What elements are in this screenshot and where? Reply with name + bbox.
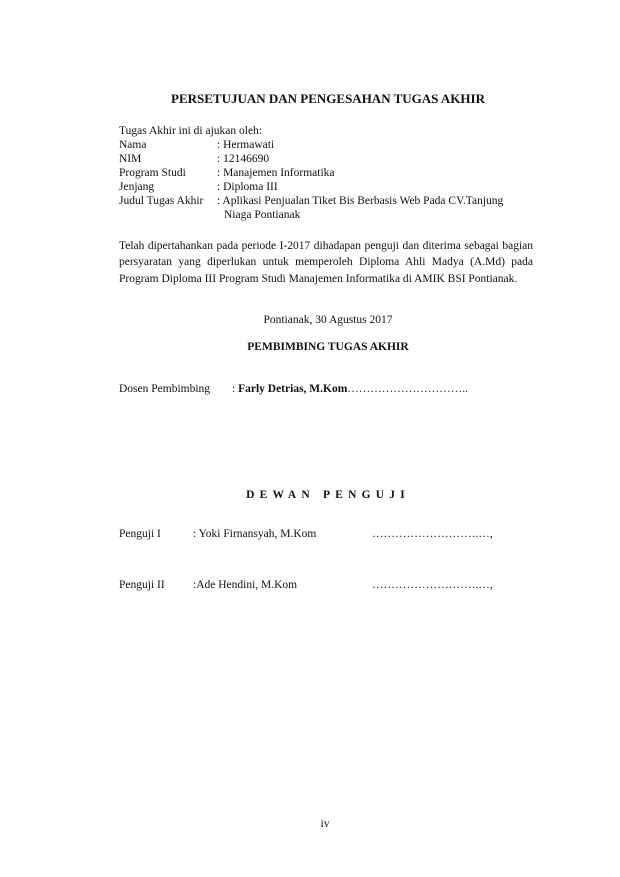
penguji-1-label: Penguji I	[119, 528, 161, 540]
label-program-studi: Program Studi	[119, 167, 186, 179]
penguji-2-label: Penguji II	[119, 579, 165, 591]
place-date: Pontianak, 30 Agustus 2017	[263, 314, 393, 326]
dosen-colon: :	[232, 383, 239, 395]
value-nama: : Hermawati	[217, 139, 275, 151]
penguji-1-dots: ……………………….…,	[372, 528, 493, 540]
label-jenjang: Jenjang	[119, 181, 155, 193]
page-title: PERSETUJUAN DAN PENGESAHAN TUGAS AKHIR	[171, 91, 485, 106]
dosen-label: Dosen Pembimbing	[119, 383, 211, 395]
value-judul-continued: Niaga Pontianak	[224, 209, 301, 221]
label-nim: NIM	[119, 153, 142, 165]
value-judul: : Aplikasi Penjualan Tiket Bis Berbasis Web Pada CV.Tanjung	[217, 195, 504, 207]
dosen-signature-line	[232, 382, 468, 396]
intro-text: Tugas Akhir ini di ajukan oleh:	[119, 125, 263, 137]
dewan-penguji-heading: DEWAN PENGUJI	[246, 489, 410, 501]
penguji-1-name: : Yoki Firnansyah, M.Kom	[193, 528, 317, 540]
penguji-2-name: :Ade Hendini, M.Kom	[193, 579, 298, 591]
page-number: iv	[320, 818, 330, 830]
penguji-2-dots: ……………………….…,	[372, 579, 493, 591]
dosen-name: Farly Detrias, M.Kom	[238, 383, 348, 395]
approval-paragraph: Telah dipertahankan pada periode I-2017 dihadapan penguji dan diterima sebagai bagian persyaratan yang diperlukan untuk memperoleh Diploma Ahli Madya (A.Md) pada Program Diploma III Program Studi Manajemen Informatika di AMIK BSI Pontianak.	[119, 240, 533, 285]
value-nim: : 12146690	[217, 153, 270, 165]
pembimbing-heading: PEMBIMBING TUGAS AKHIR	[247, 341, 409, 353]
value-program-studi: : Manajemen Informatika	[217, 167, 335, 179]
label-judul: Judul Tugas Akhir	[119, 195, 204, 207]
value-jenjang: : Diploma III	[217, 181, 278, 193]
dosen-dots: …………………………..	[347, 383, 469, 395]
label-nama: Nama	[119, 139, 147, 151]
